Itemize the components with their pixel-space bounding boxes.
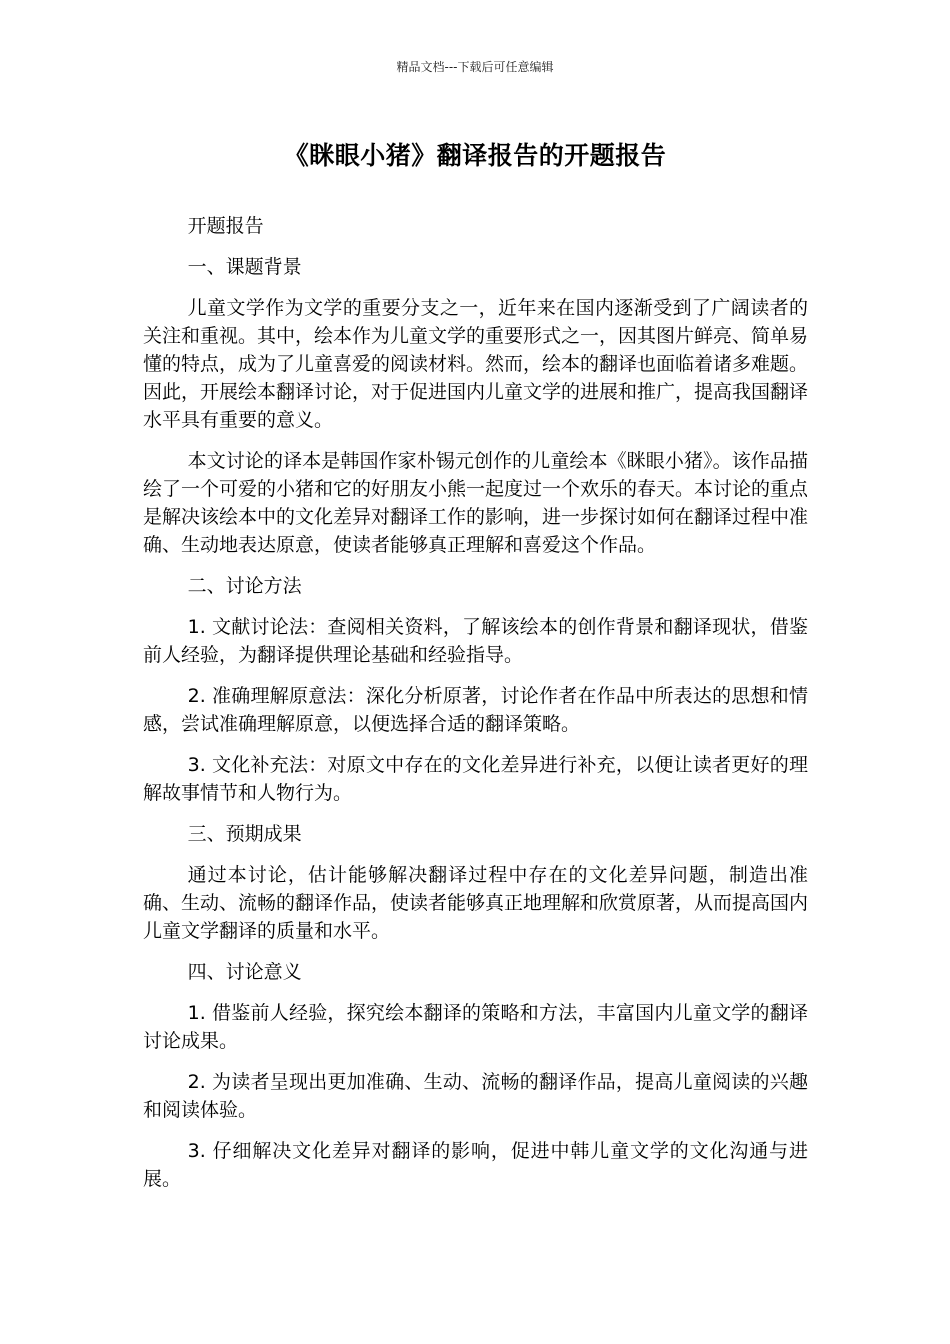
document-body — [143, 212, 808, 1206]
section-heading-methods: 二、讨论方法 — [187, 575, 302, 597]
list-item: 3. 文化补充法：对原文中存在的文化差异进行补充，以便让读者更好的理解故事情节和人物行为。 — [143, 754, 808, 804]
list-item: 3. 仔细解决文化差异对翻译的影响，促进中韩儿童文学的文化沟通与进展。 — [143, 1140, 808, 1190]
paragraph: 本文讨论的译本是韩国作家朴锡元创作的儿童绘本《眯眼小猪》。该作品描绘了一个可爱的小猪和它的好朋友小熊一起度过一个欢乐的春天。本讨论的重点是解决该绘本中的文化差异对翻译工作的影响，进一步探讨如何在翻译过程中准确、生动地表达原意，使读者能够真正理解和喜爱这个作品。 — [143, 450, 809, 556]
list-item: 2. 为读者呈现出更加准确、生动、流畅的翻译作品，提高儿童阅读的兴趣和阅读体验。 — [143, 1071, 808, 1121]
list-item: 2. 准确理解原意法：深化分析原著，讨论作者在作品中所表达的思想和情感，尝试准确理解原意，以便选择合适的翻译策略。 — [143, 685, 808, 735]
section-label: 开题报告 — [187, 215, 264, 237]
list-item: 1. 文献讨论法：查阅相关资料，了解该绘本的创作背景和翻译现状，借鉴前人经验，为翻译提供理论基础和经验指导。 — [143, 616, 808, 666]
list-item: 1. 借鉴前人经验，探究绘本翻译的策略和方法，丰富国内儿童文学的翻译讨论成果。 — [143, 1002, 808, 1052]
section-heading-significance: 四、讨论意义 — [187, 961, 302, 983]
header-note: 精品文档---下载后可任意编辑 — [396, 60, 554, 74]
document-title: 《眯眼小猪》翻译报告的开题报告 — [283, 141, 667, 170]
paragraph: 儿童文学作为文学的重要分支之一，近年来在国内逐渐受到了广阔读者的关注和重视。其中，绘本作为儿童文学的重要形式之一，因其图片鲜亮、简单易懂的特点，成为了儿童喜爱的阅读材料。然而，绘本的翻译也面临着诸多难题。因此，开展绘本翻译讨论，对于促进国内儿童文学的进展和推广，提高我国翻译水平具有重要的意义。 — [143, 297, 809, 431]
section-heading-outcomes: 三、预期成果 — [187, 823, 302, 845]
section-heading-background: 一、课题背景 — [187, 256, 302, 278]
paragraph: 通过本讨论，估计能够解决翻译过程中存在的文化差异问题，制造出准确、生动、流畅的翻译作品，使读者能够真正地理解和欣赏原著，从而提高国内儿童文学翻译的质量和水平。 — [143, 864, 809, 942]
